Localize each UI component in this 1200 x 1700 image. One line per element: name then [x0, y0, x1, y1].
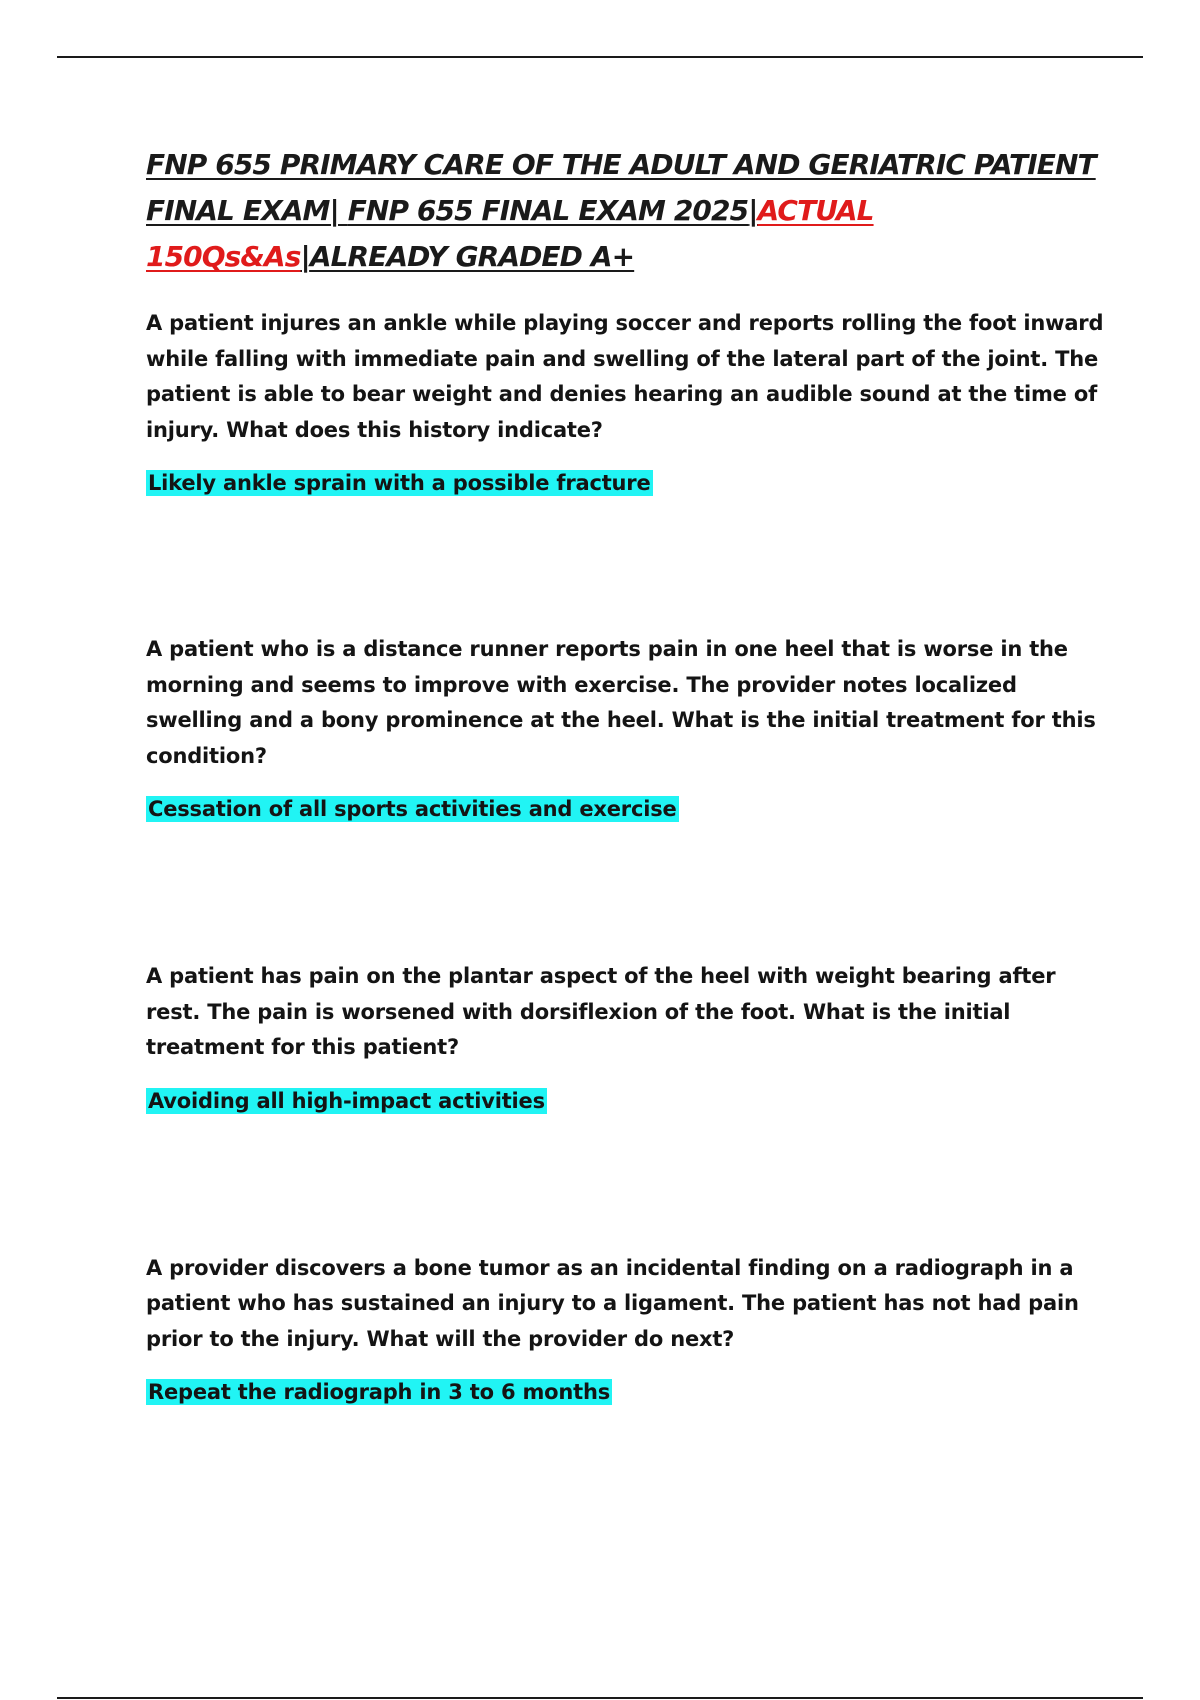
document-body — [146, 142, 1106, 1408]
question-text: A patient injures an ankle while playing soccer and reports rolling the foot inward while falling with immediate pain and swelling of the lateral part of the joint. The patient is able to bear weight and denies hearing an audible sound at the time of injury. What does this history indicate? — [146, 311, 1104, 442]
question-text: A patient who is a distance runner reports pain in one heel that is worse in the morning and seems to improve with exercise. The provider notes localized swelling and a bony prominence at the heel. What is the initial treatment for this condition? — [146, 637, 1096, 768]
title-separator: | — [329, 194, 348, 227]
title-separator: | — [300, 240, 310, 273]
header-rule — [57, 56, 1143, 58]
qa-item — [146, 1251, 1106, 1409]
title-part-course: FNP 655 PRIMARY CARE OF THE ADULT AND GERIATRIC PATIENT FINAL EXAM — [146, 148, 1096, 227]
title-separator: | — [748, 194, 758, 227]
answer-line — [146, 1086, 1106, 1117]
title-part-question-count: ACTUAL 150Qs&As — [146, 194, 874, 273]
question-text: A patient has pain on the plantar aspect of the heel with weight bearing after rest. The pain is worsened with dorsiflexion of the foot. What is the initial treatment for this patient? — [146, 964, 1056, 1059]
title-part-exam-year: FNP 655 FINAL EXAM 2025 — [347, 194, 749, 227]
footer-rule — [57, 1697, 1143, 1699]
qa-item — [146, 632, 1106, 825]
answer-text: Cessation of all sports activities and exercise — [148, 797, 677, 821]
qa-item — [146, 959, 1106, 1117]
answer-line — [146, 1377, 1106, 1408]
answer-text: Repeat the radiograph in 3 to 6 months — [148, 1380, 611, 1404]
qa-item — [146, 306, 1106, 499]
answer-text: Avoiding all high-impact activities — [148, 1088, 545, 1113]
question-text: A provider discovers a bone tumor as an incidental finding on a radiograph in a patient who has sustained an injury to a ligament. The patient has not had pain prior to the injury. What will the provider do next? — [146, 1255, 1079, 1351]
document-title — [146, 142, 1106, 280]
answer-line — [146, 468, 1106, 499]
answer-line — [146, 794, 1106, 825]
title-part-graded: ALREADY GRADED A+ — [309, 240, 635, 273]
answer-text: Likely ankle sprain with a possible fracture — [148, 471, 651, 495]
